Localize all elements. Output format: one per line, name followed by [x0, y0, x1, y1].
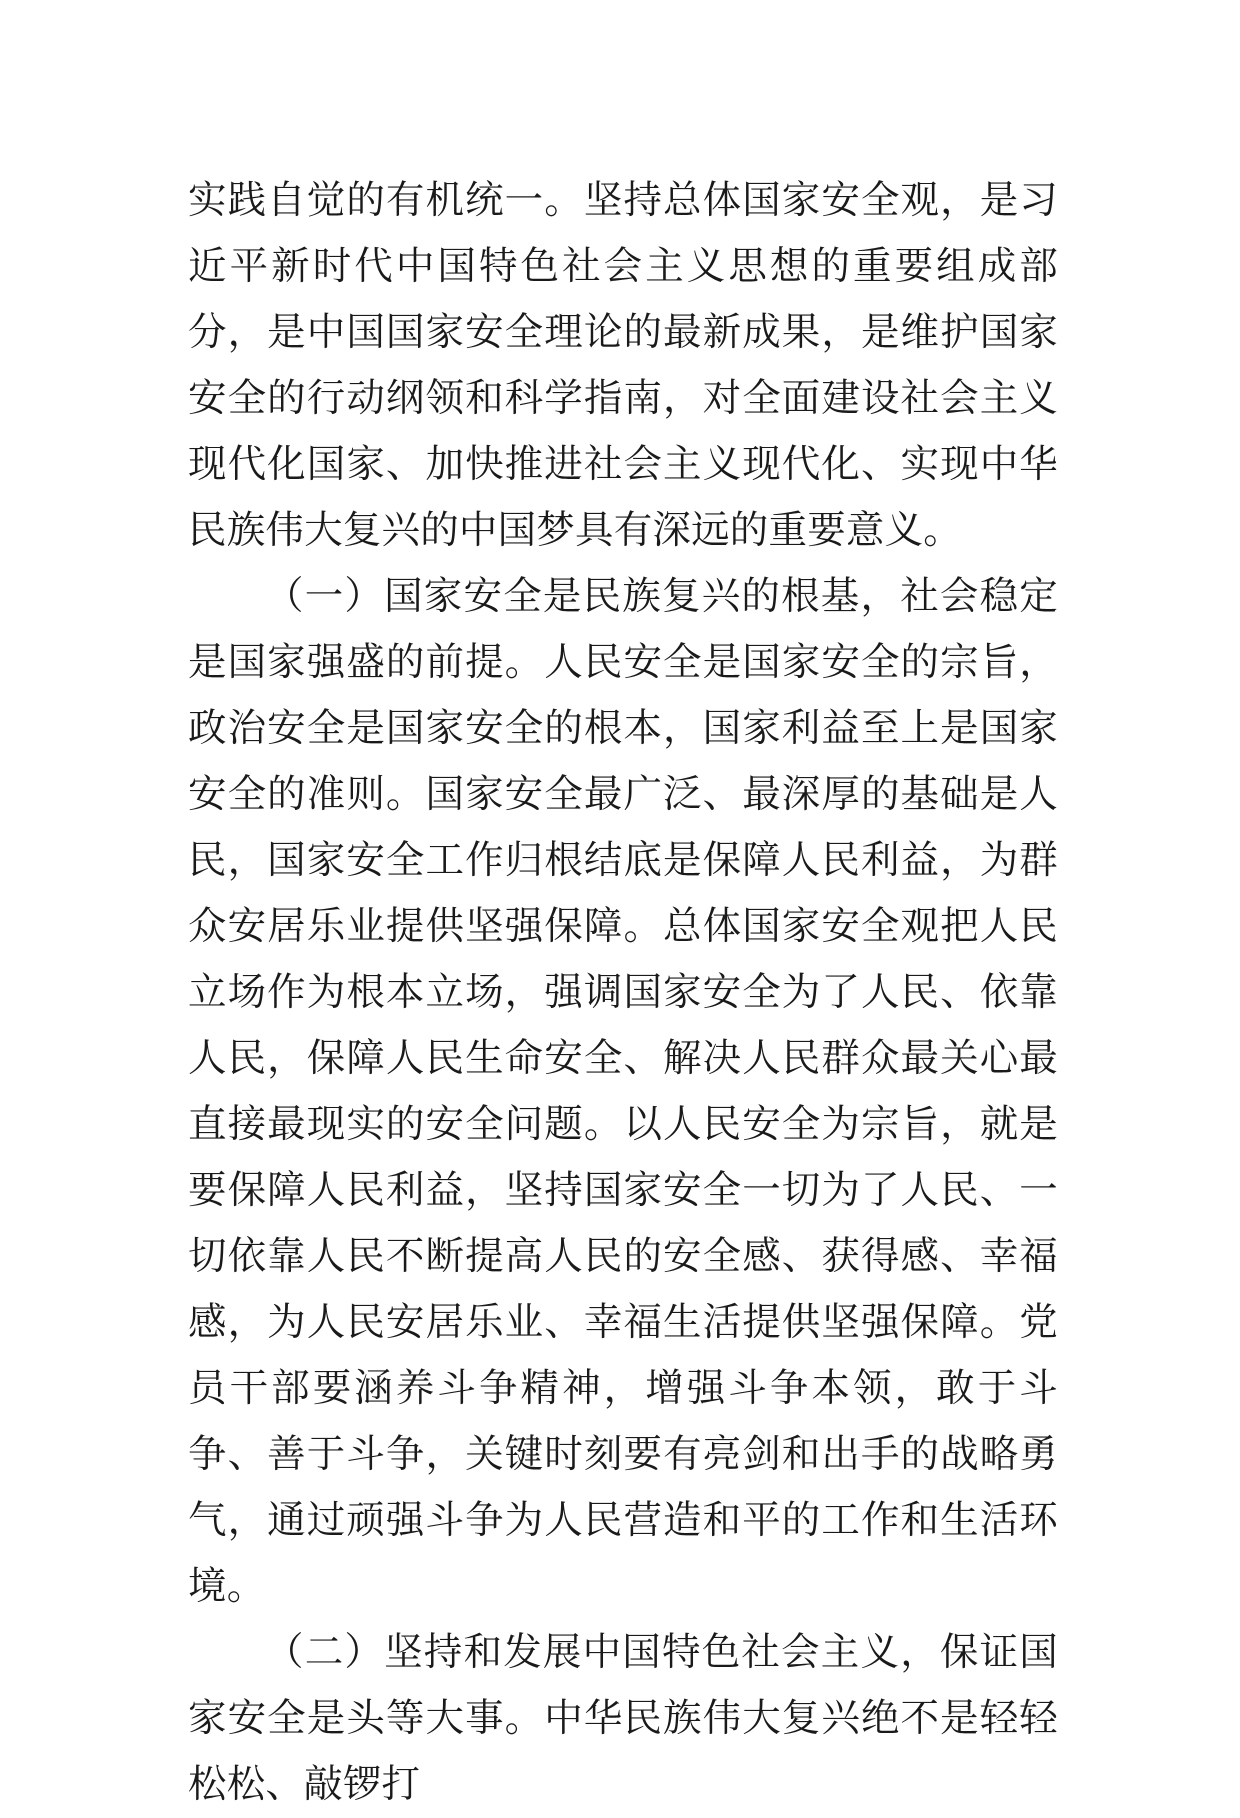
paragraph-intro-conclusion: 实践自觉的有机统一。坚持总体国家安全观，是习近平新时代中国特色社会主义思想的重要组成部分，是中国国家安全理论的最新成果，是维护国家安全的行动纲领和科学指南，对全面建设社会主义现代化国家、加快推进社会主义现代化、实现中华民族伟大复兴的中国梦具有深远的重要意义。: [188, 178, 1058, 553]
paragraph-section-two: （二）坚持和发展中国特色社会主义，保证国家安全是头等大事。中华民族伟大复兴绝不是轻轻松松、敲锣打: [188, 1630, 1058, 1807]
document-body: [188, 168, 1058, 1818]
paragraph-section-one: （一）国家安全是民族复兴的根基，社会稳定是国家强盛的前提。人民安全是国家安全的宗旨，政治安全是国家安全的根本，国家利益至上是国家安全的准则。国家安全最广泛、最深厚的基础是人民，国家安全工作归根结底是保障人民利益，为群众安居乐业提供坚强保障。总体国家安全观把人民立场作为根本立场，强调国家安全为了人民、依靠人民，保障人民生命安全、解决人民群众最关心最直接最现实的安全问题。以人民安全为宗旨，就是要保障人民利益，坚持国家安全一切为了人民、一切依靠人民不断提高人民的安全感、获得感、幸福感，为人民安居乐业、幸福生活提供坚强保障。党员干部要涵养斗争精神，增强斗争本领，敢于斗争、善于斗争，关键时刻要有亮剑和出手的战略勇气，通过顽强斗争为人民营造和平的工作和生活环境。: [188, 574, 1058, 1609]
